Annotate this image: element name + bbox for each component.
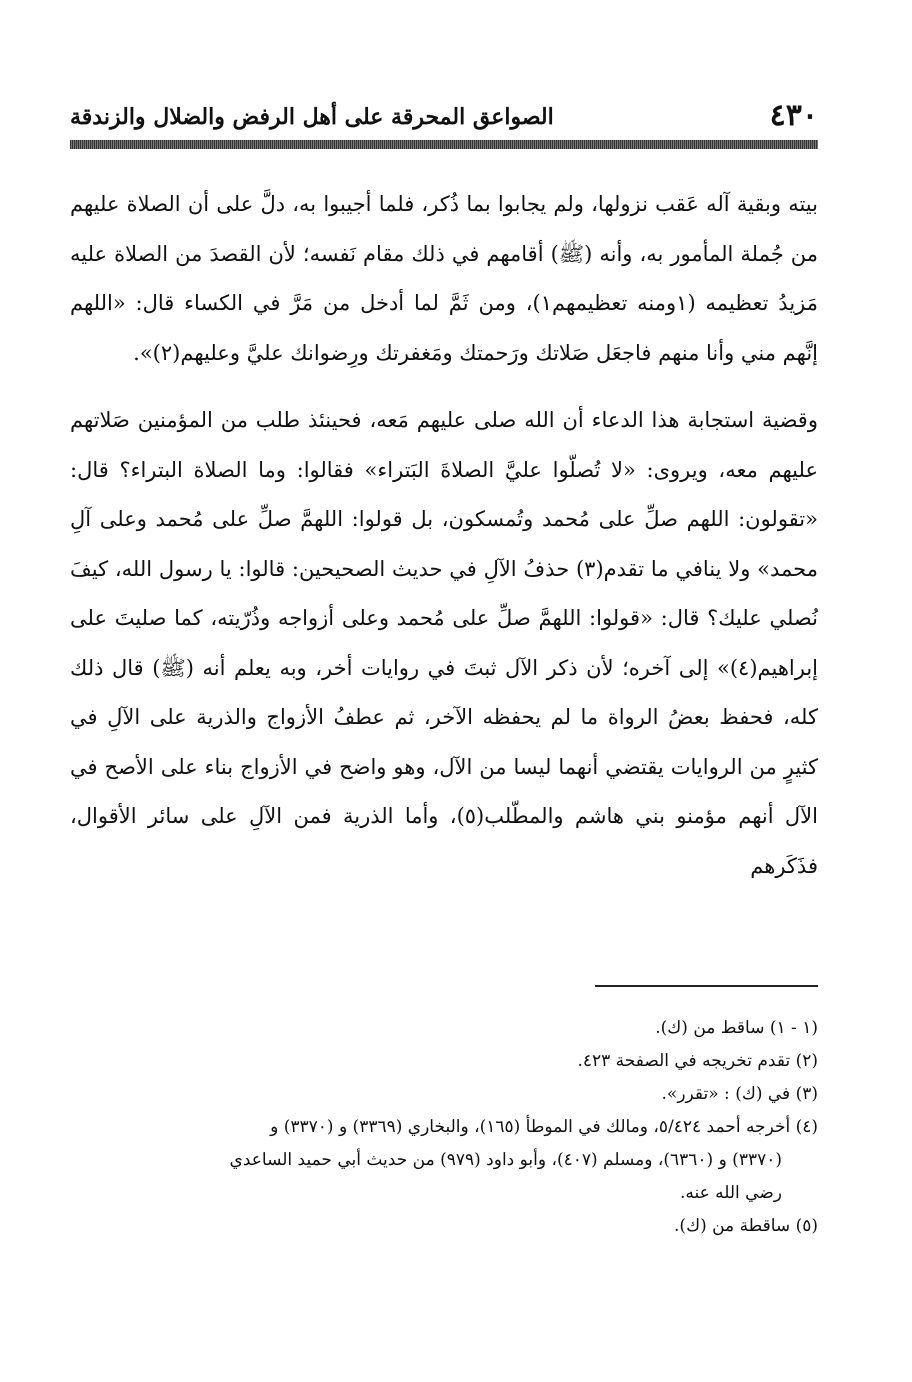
footnote-1: (١ - ١) ساقط من (ك). [655, 1018, 818, 1038]
footnote-2: (٢) تقدم تخريجه في الصفحة ٤٢٣. [577, 1051, 818, 1071]
paragraph-1: بيته وبقية آله عَقب نزولها، ولم يجابوا بما ذُكر، فلما أجيبوا به، دلَّ على أن الصلاة عليهم من جُملة المأمور به، وأنه (ﷺ) أقامهم في ذلك مقام نَفسه؛ لأن القصدَ من الصلاة عليه مَزيدُ تعظيمه (١ومنه تعظيمهم١)، ومن ثَمَّ لما أدخل من مَرَّ في الكساء قال: «اللهم إنَّهم مني وأنا منهم فاجعَل صَلاتك ورَحمتك ومَغفرتك ورِضوانك عليَّ وعليهم(٢)». [70, 192, 818, 365]
footnote-4-end: رضي الله عنه. [679, 1183, 782, 1203]
page-number: ٤٣٠ [769, 98, 818, 133]
footnote-3: (٣) في (ك) : «تقرر». [661, 1084, 818, 1104]
page-header [70, 96, 818, 142]
paragraph-2: وقضية استجابة هذا الدعاء أن الله صلى عليهم مَعه، فحينئذ طلب من المؤمنين صَلاتهم عليهم معه، ويروى: «لا تُصلّوا عليَّ الصلاةَ البَتراء» فقالوا: وما الصلاة البتراء؟ قال: «تقولون: اللهم صلِّ على مُحمد وتُمسكون، بل قولوا: اللهمَّ صلِّ على مُحمد وعلى آلِ محمد» ولا ينافي ما تقدم(٣) حذفُ الآلِ في حديث الصحيحين: قالوا: يا رسول الله، كيفَ نُصلي عليك؟ قال: «قولوا: اللهمَّ صلِّ على مُحمد وعلى أزواجه وذُرّيته، كما صليتَ على إبراهيم(٤)» إلى آخره؛ لأن ذكر الآل ثبتَ في روايات أخر، وبه يعلم أنه (ﷺ) قال ذلك كله، فحفظ بعضُ الرواة ما لم يحفظه الآخر، ثم عطفُ الأزواج والذرية على الآلِ في كثيرٍ من الروايات يقتضي أنهما ليسا من الآل، وهو واضح في الأزواج بناء على الأصح في الآل أنهم مؤمنو بني هاشم والمطّلب(٥)، وأما الذرية فمن الآلِ على سائر الأقوال، فذَكَرهم [70, 408, 818, 878]
footnote-5: (٥) ساقطة من (ك). [674, 1216, 818, 1236]
footnote-divider [595, 985, 818, 987]
footnote-4-continued: (٣٣٧٠) و (٦٣٦٠)، ومسلم (٤٠٧)، وأبو داود (٩٧٩) من حديث أبي حميد الساعدي [229, 1150, 782, 1170]
header-rule [70, 140, 818, 149]
footnote-4: (٤) أخرجه أحمد ٥/٤٢٤، ومالك في الموطأ (١٦٥)، والبخاري (٣٣٦٩) و (٣٣٧٠) و [270, 1117, 818, 1137]
footnotes [70, 1012, 818, 1243]
main-text [70, 180, 818, 891]
running-title: الصواعق المحرقة على أهل الرفض والضلال والزندقة [70, 104, 554, 130]
